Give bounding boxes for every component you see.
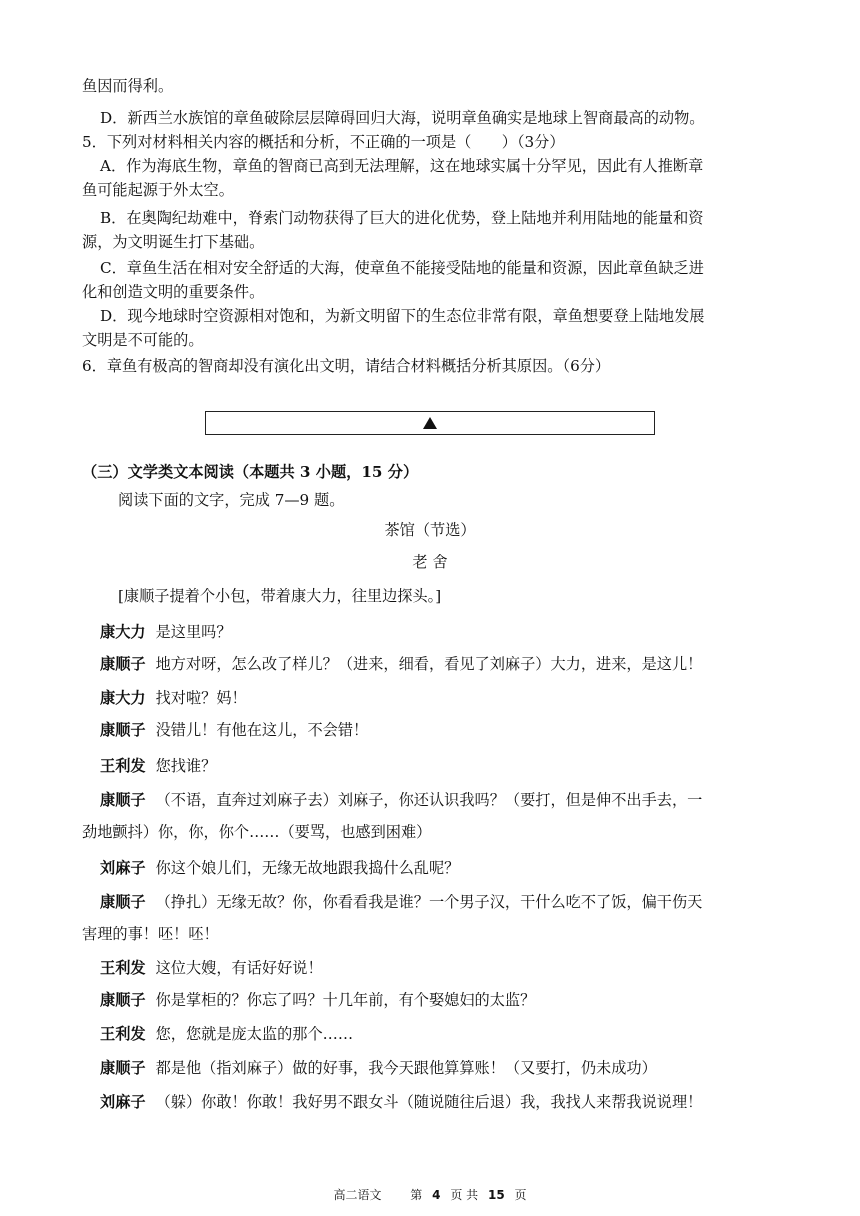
footer-subject: 高二语文 [333,1188,382,1202]
footer-total-pages: 15 [487,1188,505,1202]
dialogue-line [100,1092,702,1112]
speech-text: （躲）你敢！你敢！我好男不跟女斗（随说随往后退）我，我找人来帮我说说理！ [155,1093,703,1111]
question-5-option-a-line1: A．作为海底生物，章鱼的智商已高到无法理解，这在地球实属十分罕见，因此有人推断章 [100,157,704,175]
dialogue-line [100,858,459,878]
speech-text: 你是掌柜的？你忘了吗？十几年前，有个娶媳妇的太监？ [155,991,536,1009]
speech-text-continued: 害理的事！呸！呸！ [82,925,219,943]
speaker-name: 康大力 [100,623,146,641]
footer-page-prefix: 第 [410,1188,423,1202]
speech-text-continued: 劲地颤抖）你，你，你个……（要骂，也感到困难） [82,823,432,841]
speaker-name: 康顺子 [100,791,146,809]
dialogue-line [100,720,368,740]
question-5-option-a-line2: 鱼可能起源于外太空。 [82,181,234,199]
page-footer [0,1186,860,1203]
speaker-name: 康顺子 [100,1059,146,1077]
section-3-title: （三）文学类文本阅读（本题共 3 小题，15 分） [82,463,419,481]
dialogue-line [100,688,247,708]
question-5-option-d-line1: D．现今地球时空资源相对饱和，为新文明留下的生态位非常有限，章鱼想要登上陆地发展 [100,307,705,325]
question-6-stem: 6．章鱼有极高的智商却没有演化出文明，请结合材料概括分析其原因。（6分） [82,357,611,375]
dialogue-line [100,756,216,776]
question-5-option-d-line2: 文明是不可能的。 [82,331,204,349]
question-5-stem: 5．下列对材料相关内容的概括和分析，不正确的一项是（ ）（3分） [82,133,565,151]
dialogue-line [100,892,702,912]
question-5-option-c-line1: C．章鱼生活在相对安全舒适的大海，使章鱼不能接受陆地的能量和资源，因此章鱼缺乏进 [100,259,704,277]
triangle-up-icon [423,417,437,429]
passage-title: 茶馆（节选） [384,521,476,539]
speaker-name: 康顺子 [100,721,146,739]
dialogue-line [100,622,232,642]
speaker-name: 王利发 [100,757,146,775]
dialogue-line [100,654,702,674]
speech-text: 您找谁？ [155,757,217,775]
footer-page-number: 4 [432,1188,441,1202]
dialogue-line [100,958,323,978]
stage-direction: [康顺子提着个小包，带着康大力，往里边探头。] [118,587,442,605]
speech-text: 这位大嫂，有话好好说！ [155,959,323,977]
dialogue-line [100,790,702,810]
speaker-name: 王利发 [100,1025,146,1043]
section-3-instruction: 阅读下面的文字，完成 7—9 题。 [118,491,345,509]
speech-text: 找对啦？妈！ [155,689,247,707]
speech-text: 是这里吗？ [155,623,232,641]
answer-box [205,411,655,435]
question-5-option-b-line1: B．在奥陶纪劫难中，脊索门动物获得了巨大的进化优势，登上陆地并利用陆地的能量和资 [100,209,704,227]
speaker-name: 刘麻子 [100,859,146,877]
footer-page-mid: 页 共 [450,1188,479,1202]
dialogue-line [100,1058,657,1078]
speech-text: 没错儿！有他在这儿，不会错！ [155,721,369,739]
speech-text: 地方对呀，怎么改了样儿？（进来，细看，看见了刘麻子）大力，进来，是这儿！ [155,655,703,673]
speech-text: 你这个娘儿们，无缘无故地跟我捣什么乱呢？ [155,859,460,877]
dialogue-line [100,990,535,1010]
speech-text: 您，您就是庞太监的那个…… [155,1025,353,1043]
question-5-option-b-line2: 源，为文明诞生打下基础。 [82,233,265,251]
speaker-name: 王利发 [100,959,146,977]
speech-text: 都是他（指刘麻子）做的好事，我今天跟他算算账！（又要打，仍未成功） [155,1059,657,1077]
speaker-name: 康大力 [100,689,146,707]
dialogue-line [100,1024,353,1044]
speaker-name: 康顺子 [100,893,146,911]
question-4-option-d: D．新西兰水族馆的章鱼破除层层障碍回归大海，说明章鱼确实是地球上智商最高的动物。 [100,109,705,127]
footer-page-suffix: 页 [514,1188,527,1202]
speech-text: （挣扎）无缘无故？你，你看看我是谁？一个男子汉，干什么吃不了饭，偏干伤天 [155,893,703,911]
speaker-name: 康顺子 [100,991,146,1009]
speech-text: （不语，直奔过刘麻子去）刘麻子，你还认识我吗？（要打，但是伸不出手去，一 [155,791,703,809]
question-4-tail: 鱼因而得利。 [82,77,174,95]
speaker-name: 刘麻子 [100,1093,146,1111]
passage-author: 老 舍 [412,553,448,571]
speaker-name: 康顺子 [100,655,146,673]
question-5-option-c-line2: 化和创造文明的重要条件。 [82,283,265,301]
